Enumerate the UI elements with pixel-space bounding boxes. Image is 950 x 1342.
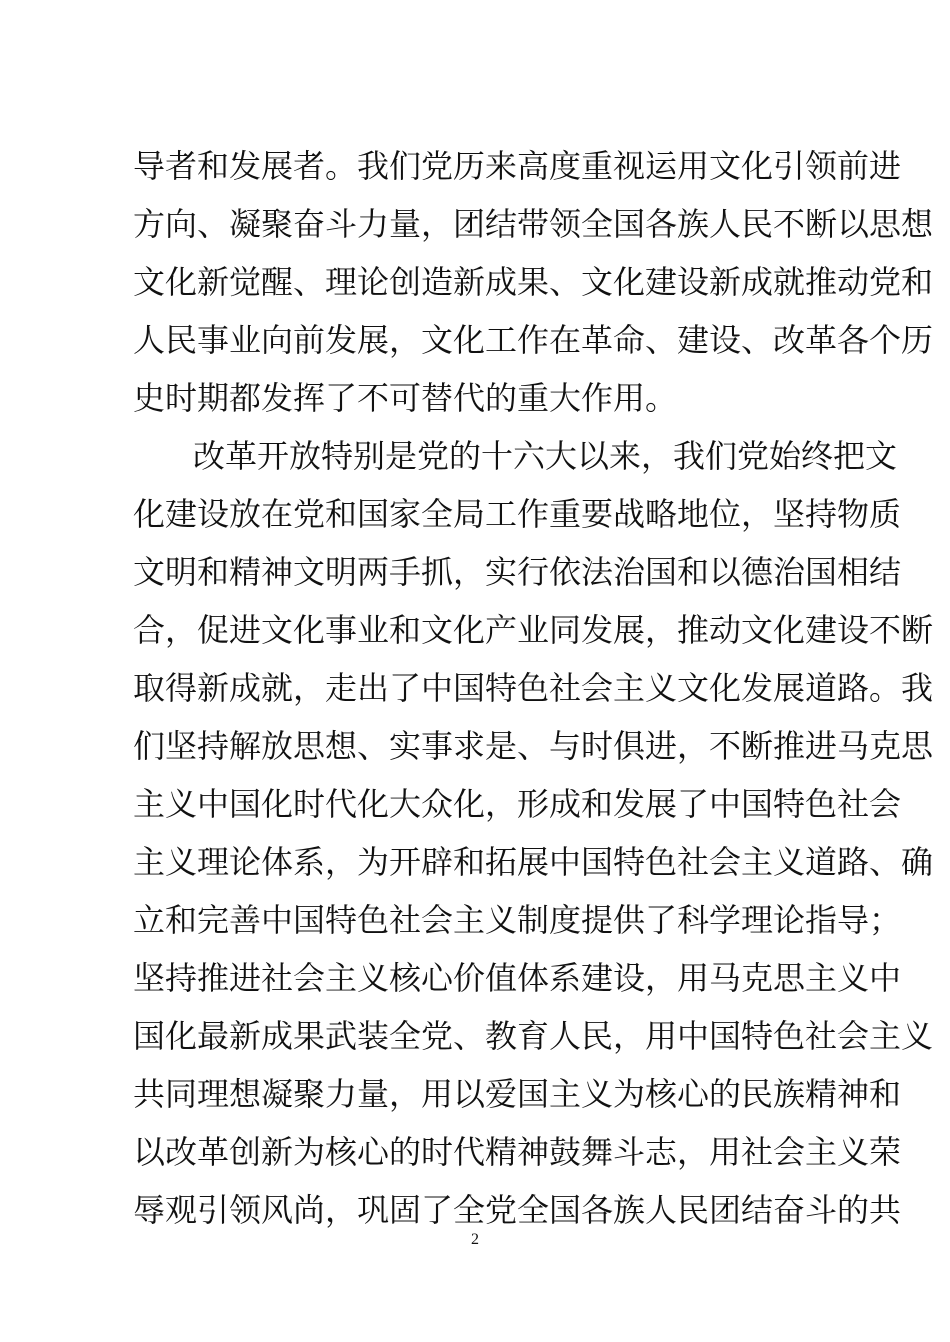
text-line-15: 坚持推进社会主义核心价值体系建设，用马克思主义中 [133,959,902,997]
text-line-19: 辱观引领风尚，巩固了全党全国各族人民团结奋斗的共 [133,1191,902,1229]
text-line-6: 改革开放特别是党的十六大以来，我们党始终把文 [193,437,898,475]
page-number: 2 [471,1231,479,1248]
text-line-9: 合，促进文化事业和文化产业同发展，推动文化建设不断 [133,611,934,649]
text-line-11: 们坚持解放思想、实事求是、与时俱进，不断推进马克思 [133,727,934,765]
text-line-3: 文化新觉醒、理论创造新成果、文化建设新成就推动党和 [133,263,934,301]
text-line-7: 化建设放在党和国家全局工作重要战略地位，坚持物质 [133,495,902,533]
text-line-1: 导者和发展者。我们党历来高度重视运用文化引领前进 [133,147,902,185]
text-line-2: 方向、凝聚奋斗力量，团结带领全国各族人民不断以思想 [133,205,934,243]
text-line-5: 史时期都发挥了不可替代的重大作用。 [133,379,678,417]
text-line-12: 主义中国化时代化大众化，形成和发展了中国特色社会 [133,785,902,823]
text-line-10: 取得新成就，走出了中国特色社会主义文化发展道路。我 [133,669,934,707]
text-line-8: 文明和精神文明两手抓，实行依法治国和以德治国相结 [133,553,902,591]
text-line-18: 以改革创新为核心的时代精神鼓舞斗志，用社会主义荣 [133,1133,902,1171]
text-line-16: 国化最新成果武装全党、教育人民，用中国特色社会主义 [133,1017,934,1055]
text-line-13: 主义理论体系，为开辟和拓展中国特色社会主义道路、确 [133,843,934,881]
text-line-17: 共同理想凝聚力量，用以爱国主义为核心的民族精神和 [133,1075,902,1113]
text-line-14: 立和完善中国特色社会主义制度提供了科学理论指导； [133,901,902,939]
text-line-4: 人民事业向前发展，文化工作在革命、建设、改革各个历 [133,321,934,359]
